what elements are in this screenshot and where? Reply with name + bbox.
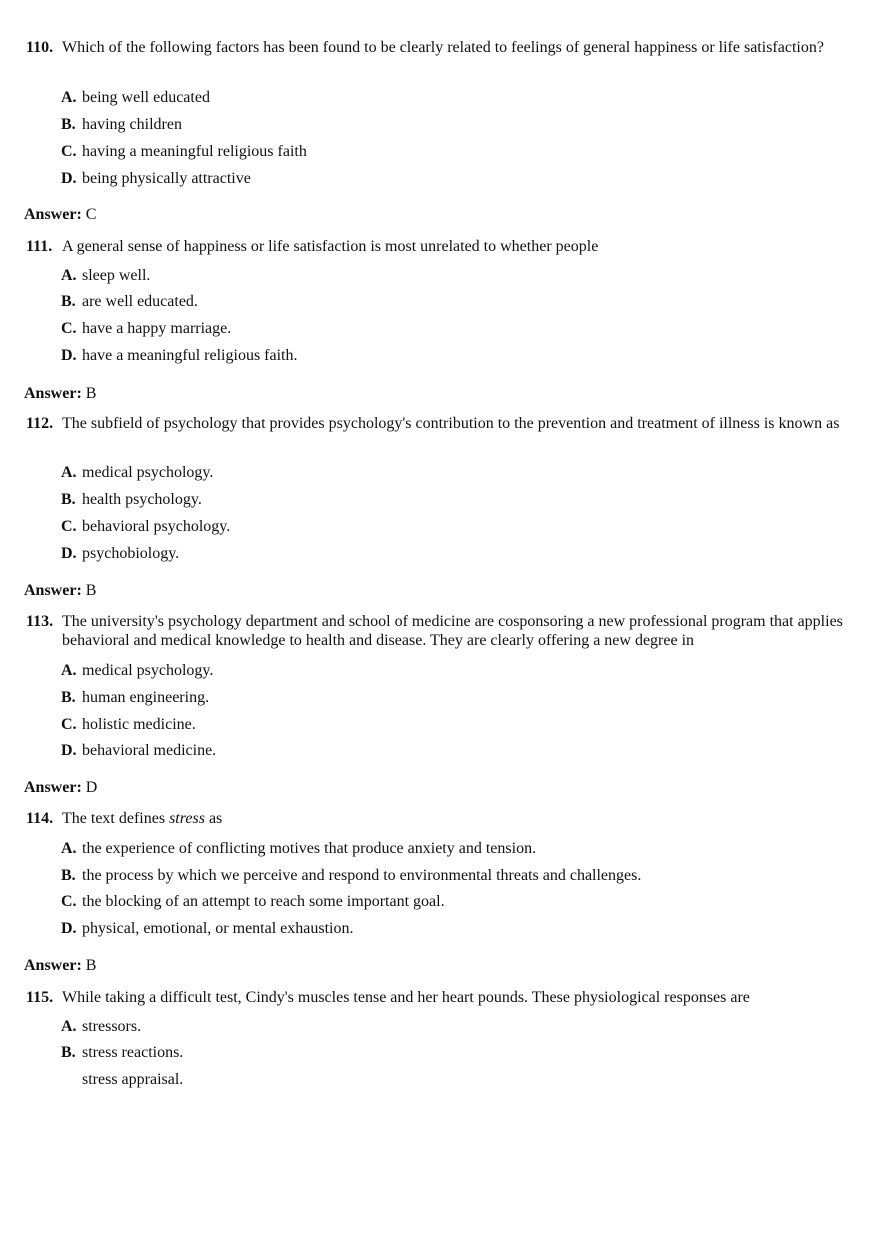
option-text: the process by which we perceive and respond to environmental threats and challenges.	[82, 867, 642, 884]
question-112	[26, 414, 846, 433]
question-stem	[26, 237, 846, 256]
option-d	[61, 544, 179, 563]
option-letter: C.	[61, 143, 77, 160]
question-114	[26, 809, 846, 828]
option-text: psychobiology.	[82, 545, 180, 562]
question-text: Which of the following factors has been found to be clearly related to feelings of general happiness or life satisfaction?	[62, 39, 824, 56]
option-letter: B.	[61, 116, 76, 133]
option-letter: C.	[61, 320, 77, 337]
option-text: having children	[82, 116, 182, 133]
option-letter: D.	[61, 920, 77, 937]
option-c	[61, 1070, 183, 1089]
option-letter: C.	[61, 716, 77, 733]
answer-line	[24, 384, 96, 403]
option-text: physical, emotional, or mental exhaustion.	[82, 920, 354, 937]
answer-line	[24, 778, 97, 797]
option-c	[61, 517, 230, 536]
option-c	[61, 319, 231, 338]
option-letter: A.	[61, 464, 77, 481]
option-text: human engineering.	[82, 689, 210, 706]
option-c	[61, 892, 445, 911]
question-110	[26, 38, 846, 57]
question-text: The university's psychology department and school of medicine are cosponsoring a new professional program that applies behavioral and medical knowledge to health and disease. They are clearly offering a new degree in	[62, 613, 843, 649]
question-111	[26, 237, 846, 256]
option-letter: B.	[61, 491, 76, 508]
question-text	[62, 809, 846, 828]
option-a	[61, 839, 536, 858]
option-letter: B.	[61, 689, 76, 706]
option-d	[61, 346, 297, 365]
answer-value: D	[85, 779, 98, 796]
option-letter: B.	[61, 867, 76, 884]
question-stem	[26, 988, 846, 1007]
question-text: While taking a difficult test, Cindy's muscles tense and her heart pounds. These physiological responses are	[62, 989, 750, 1006]
option-b	[61, 115, 182, 134]
option-c	[61, 142, 307, 161]
option-text: being well educated	[82, 89, 210, 106]
answer-label: Answer:	[24, 385, 82, 402]
option-a	[61, 1017, 141, 1036]
question-number: 112.	[26, 415, 54, 432]
option-letter: A.	[61, 267, 77, 284]
option-letter: B.	[61, 1044, 76, 1061]
option-text: the experience of conflicting motives that produce anxiety and tension.	[82, 840, 537, 857]
option-text: health psychology.	[82, 491, 202, 508]
option-b	[61, 292, 198, 311]
answer-label: Answer:	[24, 206, 82, 223]
option-b	[61, 866, 641, 885]
question-text: The subfield of psychology that provides psychology's contribution to the prevention and treatment of illness is known as	[62, 415, 840, 432]
question-stem	[26, 612, 846, 650]
option-text: have a happy marriage.	[82, 320, 232, 337]
question-115	[26, 988, 846, 1007]
option-letter: C.	[61, 893, 77, 910]
option-text: are well educated.	[82, 293, 198, 310]
answer-value: B	[85, 385, 97, 402]
option-d	[61, 741, 216, 760]
option-letter: B.	[61, 293, 76, 310]
answer-line	[24, 581, 96, 600]
option-text: holistic medicine.	[82, 716, 196, 733]
answer-line	[24, 956, 96, 975]
question-stem	[26, 38, 846, 57]
option-text: have a meaningful religious faith.	[82, 347, 298, 364]
option-text: being physically attractive	[82, 170, 251, 187]
option-c	[61, 715, 196, 734]
option-text: stress reactions.	[82, 1044, 184, 1061]
stem-part: The text defines	[62, 810, 170, 827]
answer-label: Answer:	[24, 957, 82, 974]
option-d	[61, 919, 354, 938]
option-text: sleep well.	[82, 267, 151, 284]
answer-value: B	[85, 957, 97, 974]
option-letter: D.	[61, 170, 77, 187]
option-letter: C.	[61, 518, 77, 535]
option-text: having a meaningful religious faith	[82, 143, 307, 160]
option-d	[61, 169, 251, 188]
option-text: medical psychology.	[82, 464, 214, 481]
option-a	[61, 88, 210, 107]
option-text: behavioral medicine.	[82, 742, 217, 759]
question-113	[26, 612, 846, 650]
option-letter: D.	[61, 742, 77, 759]
question-number: 111.	[26, 238, 53, 255]
option-b	[61, 688, 209, 707]
option-a	[61, 661, 213, 680]
stem-italic-term: stress	[169, 810, 205, 827]
question-number: 114.	[26, 810, 54, 827]
option-a	[61, 463, 213, 482]
option-letter: D.	[61, 545, 77, 562]
question-number: 115.	[26, 989, 54, 1006]
question-text: A general sense of happiness or life satisfaction is most unrelated to whether people	[62, 238, 599, 255]
option-b	[61, 490, 202, 509]
stem-part: as	[204, 810, 223, 827]
question-number: 113.	[26, 613, 54, 630]
answer-line	[24, 205, 96, 224]
option-text: medical psychology.	[82, 662, 214, 679]
question-stem	[26, 414, 846, 433]
option-letter: D.	[61, 347, 77, 364]
option-b	[61, 1043, 183, 1062]
option-letter: A.	[61, 840, 77, 857]
answer-value: B	[85, 582, 97, 599]
answer-value: C	[85, 206, 97, 223]
option-text: stress appraisal.	[82, 1071, 184, 1088]
option-letter: A.	[61, 662, 77, 679]
option-text: behavioral psychology.	[82, 518, 231, 535]
option-letter: A.	[61, 89, 77, 106]
question-stem	[26, 809, 846, 828]
option-a	[61, 266, 150, 285]
answer-label: Answer:	[24, 582, 82, 599]
option-text: stressors.	[82, 1018, 142, 1035]
option-text: the blocking of an attempt to reach some important goal.	[82, 893, 445, 910]
answer-label: Answer:	[24, 779, 82, 796]
question-number: 110.	[26, 39, 54, 56]
option-letter: A.	[61, 1018, 77, 1035]
